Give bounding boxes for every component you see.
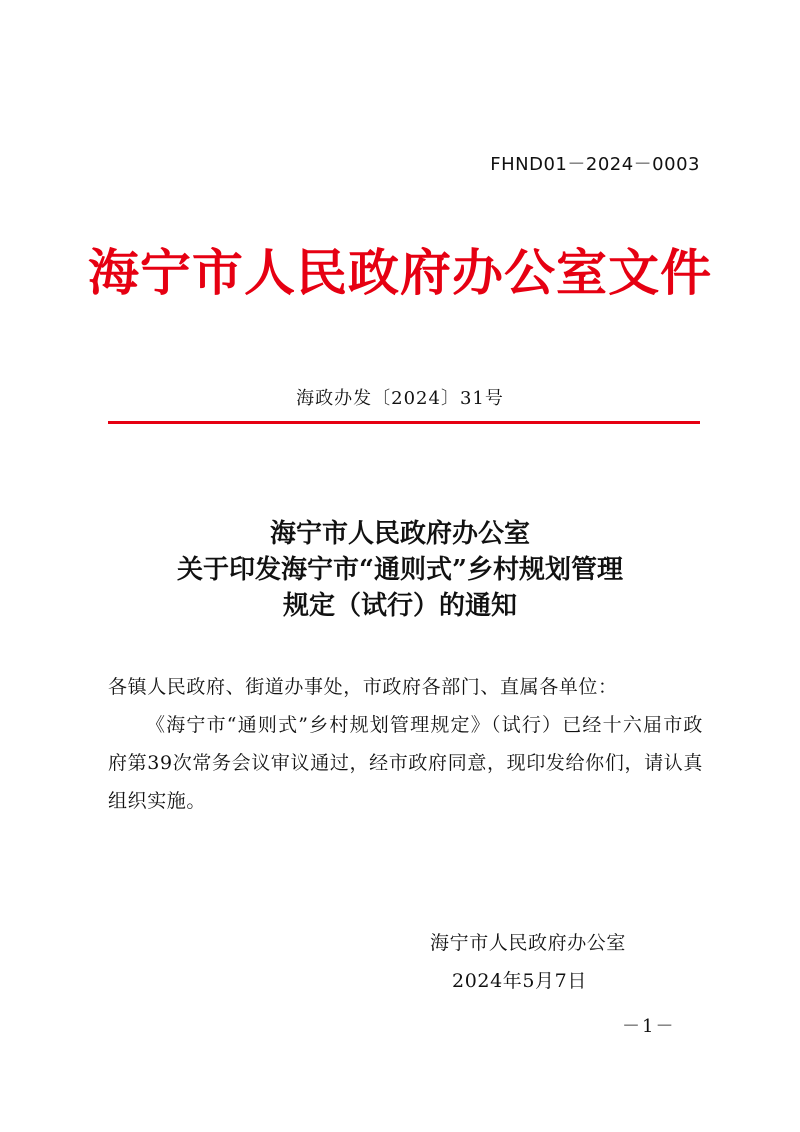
page-number: －1－ xyxy=(622,1016,676,1037)
notice-title xyxy=(0,516,800,624)
red-divider-rule xyxy=(108,421,700,424)
document-header-title: 海宁市人民政府办公室文件 xyxy=(87,243,713,302)
notice-title-line-3: 规定（试行）的通知 xyxy=(282,591,517,621)
signature-date: 2024年5月7日 xyxy=(452,970,587,992)
notice-title-line-1: 海宁市人民政府办公室 xyxy=(269,519,530,549)
document-code: FHND01－2024－0003 xyxy=(490,154,700,175)
signature-organization: 海宁市人民政府办公室 xyxy=(430,932,627,954)
notice-title-line-2: 关于印发海宁市“通则式”乡村规划管理 xyxy=(177,555,623,585)
issue-number: 海政办发〔2024〕31号 xyxy=(296,388,504,409)
addressee-line: 各镇人民政府、街道办事处，市政府各部门、直属各单位： xyxy=(108,676,618,698)
body-paragraph: 《海宁市“通则式”乡村规划管理规定》（试行）已经十六届市政府第39次常务会议审议通过，经市政府同意，现印发给你们，请认真组织实施。 xyxy=(108,714,703,812)
